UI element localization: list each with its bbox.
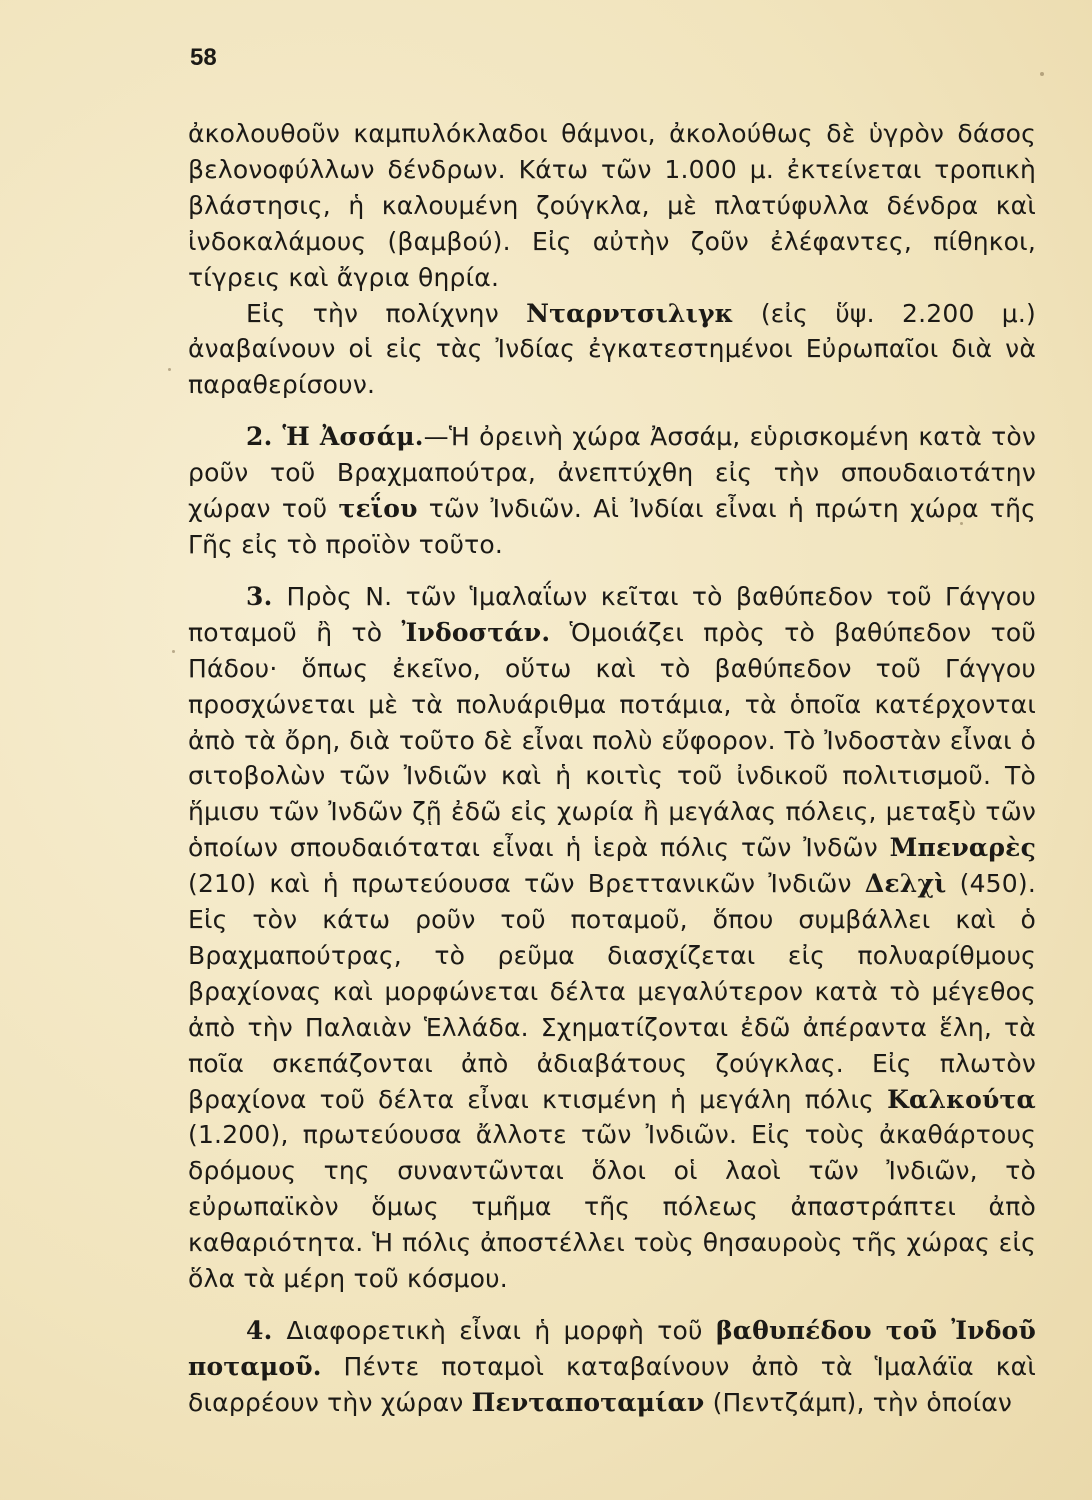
- text-run: (450). Εἰς τὸν κάτω ροῦν τοῦ ποταμοῦ, ὅπου συμβάλλει καὶ ὁ Βραχμαπούτρας, τὸ ρεῦμα διασχίζεται εἰς πολυαρίθμους βραχίονας καὶ μορφώνεται δέλτα μεγαλύτερον κατὰ τὸ μέγεθος ἀπὸ τὴν Παλαιὰν Ἑλλάδα. Σχηματίζονται ἐδῶ ἀπέραντα ἕλη, τὰ ποῖα σκεπάζονται ἀπὸ ἀδιαβάτους ζούγκλας. Εἰς πλωτὸν βραχίονα τοῦ δέλτα εἶναι κτισμένη ἡ μεγάλη πόλις: [188, 869, 1036, 1114]
- text-run: Ὁμοιάζει πρὸς τὸ βαθύπεδον τοῦ Πάδου· ὅπως ἐκεῖνο, οὕτω καὶ τὸ βαθύπεδον τοῦ Γάγγου προσχώνεται μὲ τὰ πολυάριθμα ποτάμια, τὰ ὁποῖα κατέρχονται ἀπὸ τὰ ὄρη, διὰ τοῦτο δὲ εἶναι πολὺ εὔφορον. Τὸ Ἰνδοστὰν εἶναι ὁ σιτοβολὼν τῶν Ἰνδιῶν καὶ ἡ κοιτὶς τοῦ ἰνδικοῦ πολιτισμοῦ. Τὸ ἥμισυ τῶν Ἰνδῶν ζῇ ἐδῶ εἰς χωρία ἢ μεγάλας πόλεις, μεταξὺ τῶν ὁποίων σπουδαιόταται εἶναι ἡ ἱερὰ πόλις τῶν Ἰνδῶν: [188, 617, 1036, 863]
- bold-term: βαθυπέδου τοῦ Ἰνδοῦ ποταμοῦ.: [188, 1316, 1036, 1381]
- bold-term: Μπεναρὲς: [889, 833, 1036, 863]
- text-run: (210) καὶ ἡ πρωτεύουσα τῶν Βρεττανικῶν Ἰνδιῶν: [188, 869, 865, 899]
- paper-speck: [168, 368, 171, 371]
- text-run: Πρὸς Ν. τῶν Ἱμαλαΐων κεῖται τὸ βαθύπεδον τοῦ Γάγγου ποταμοῦ ἢ τὸ: [188, 581, 1036, 647]
- paragraph-assam: [188, 419, 1036, 563]
- bold-term: Καλκούτα: [887, 1084, 1036, 1114]
- text-run: Πέντε ποταμοὶ καταβαίνουν ἀπὸ τὰ Ἱμαλάϊα καὶ διαρρέουν τὴν χώραν: [188, 1351, 1036, 1417]
- paragraph-forest-zones: [188, 116, 1036, 296]
- bold-term: 3.: [246, 581, 287, 611]
- text-run: (Πεντζάμπ), τὴν ὁποίαν: [704, 1387, 1013, 1417]
- bold-term: Δελχὶ: [864, 869, 947, 899]
- text-run: Εἰς τὴν πολίχνην: [246, 298, 527, 328]
- page-number: 58: [190, 44, 217, 71]
- text-run: (εἰς ὕψ. 2.200 μ.) ἀναβαίνουν οἱ εἰς τὰς Ἰνδίας ἐγκατεστημένοι Εὐρωπαῖοι διὰ νὰ παραθερίσουν.: [188, 298, 1036, 400]
- text-run: (1.200), πρωτεύουσα ἄλλοτε τῶν Ἰνδιῶν. Εἰς τοὺς ἀκαθάρτους δρόμους της συναντῶνται ὅλοι οἱ λαοὶ τῶν Ἰνδιῶν, τὸ εὐρωπαϊκὸν ὅμως τμῆμα τῆς πόλεως ἀπαστράπτει ἀπὸ καθαριότητα. Ἡ πόλις ἀποστέλλει τοὺς θησαυροὺς τῆς χώρας εἰς ὅλα τὰ μέρη τοῦ κόσμου.: [188, 1120, 1036, 1294]
- body-text: [188, 116, 1036, 1421]
- paragraph-indus-plain: [188, 1313, 1036, 1421]
- bold-term: Νταρντσιλιγκ: [526, 298, 734, 328]
- text-run: τῶν Ἰνδιῶν. Αἱ Ἰνδίαι εἶναι ἡ πρώτη χώρα τῆς Γῆς εἰς τὸ προϊὸν τοῦτο.: [188, 494, 1036, 559]
- bold-term: Πενταποταμίαν: [471, 1387, 705, 1417]
- bold-term: 2. Ἡ Ἀσσάμ.: [246, 422, 424, 452]
- paper-speck: [960, 522, 963, 525]
- bold-term: τεΐου: [338, 494, 418, 524]
- text-run: Διαφορετικὴ εἶναι ἡ μορφὴ τοῦ: [286, 1316, 716, 1345]
- paper-speck: [1040, 72, 1044, 76]
- paragraph-darjeeling: [188, 296, 1036, 404]
- text-run: —Ἡ ὀρεινὴ χώρα Ἀσσάμ, εὑρισκομένη κατὰ τὸν ροῦν τοῦ Βραχμαπούτρα, ἀνεπτύχθη εἰς τὴν σπουδαιοτάτην χώραν τοῦ: [188, 422, 1036, 524]
- paragraph-hindustan: [188, 579, 1036, 1297]
- bold-term: 4.: [246, 1316, 287, 1345]
- bold-term: Ἰνδοστάν.: [401, 617, 551, 647]
- paper-speck: [172, 650, 175, 653]
- text-run: ἀκολουθοῦν καμπυλόκλαδοι θάμνοι, ἀκολούθως δὲ ὑγρὸν δάσος βελονοφύλλων δένδρων. Κάτω τῶν 1.000 μ. ἐκτείνεται τροπικὴ βλάστησις, ἡ καλουμένη ζούγκλα, μὲ πλατύφυλλα δένδρα καὶ ἰνδοκαλάμους (βαμβού). Εἰς αὐτὴν ζοῦν ἐλέφαντες, πίθηκοι, τίγρεις καὶ ἄγρια θηρία.: [188, 119, 1036, 292]
